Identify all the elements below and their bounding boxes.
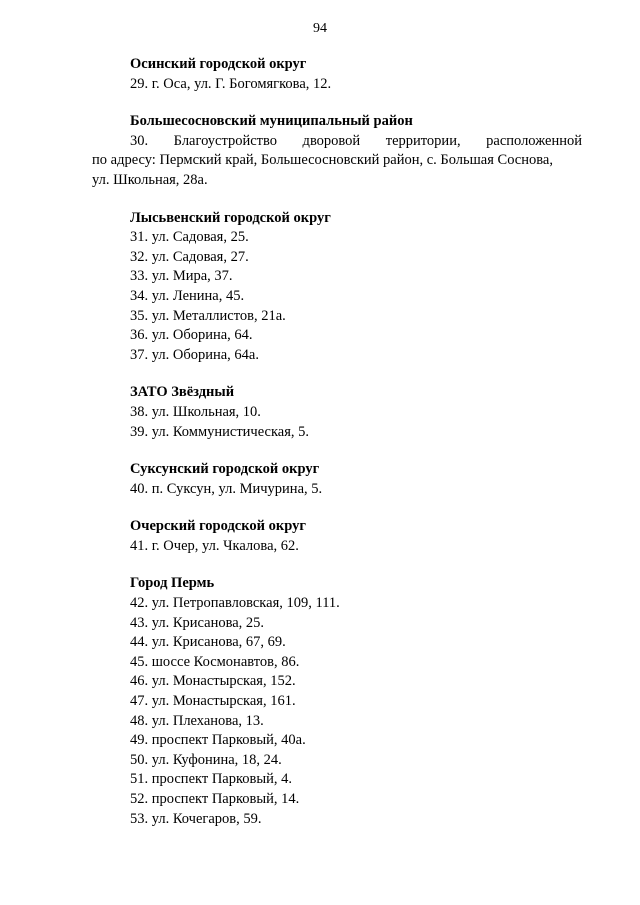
list-item: 34. ул. Ленина, 45. <box>130 287 245 304</box>
list-item: 37. ул. Оборина, 64а. <box>130 346 259 363</box>
section-perm <box>92 574 582 829</box>
list-item: 40. п. Суксун, ул. Мичурина, 5. <box>130 480 323 497</box>
page-number: 94 <box>313 21 327 36</box>
list-item: 36. ул. Оборина, 64. <box>130 327 253 344</box>
list-item: 53. ул. Кочегаров, 59. <box>130 810 262 827</box>
list-item: 29. г. Оса, ул. Г. Богомягкова, 12. <box>130 75 332 92</box>
section-lysva <box>92 209 582 366</box>
document-body <box>92 55 582 847</box>
section-bolshesosnovsky <box>92 112 582 190</box>
list-item: 52. проспект Парковый, 14. <box>130 791 300 807</box>
list-item: 39. ул. Коммунистическая, 5. <box>130 423 310 440</box>
list-item: 35. ул. Металлистов, 21а. <box>130 307 286 324</box>
list-item: 47. ул. Монастырская, 161. <box>130 693 296 710</box>
list-item: 46. ул. Монастырская, 152. <box>130 673 296 690</box>
list-item: 45. шоссе Космонавтов, 86. <box>130 653 300 670</box>
section-title: Город Пермь <box>130 575 215 592</box>
list-item: 48. ул. Плеханова, 13. <box>130 712 264 729</box>
section-title: Большесосновский муниципальный район <box>130 113 413 130</box>
section-zvezdny <box>92 383 582 442</box>
list-item: 43. ул. Крисанова, 25. <box>130 614 265 631</box>
list-item: 44. ул. Крисанова, 67, 69. <box>130 634 286 651</box>
section-ocher <box>92 517 582 556</box>
list-item: 42. ул. Петропавловская, 109, 111. <box>130 595 340 612</box>
section-title: Очерский городской округ <box>130 518 306 535</box>
list-item-multiline <box>92 132 582 191</box>
section-title: Суксунский городской округ <box>130 461 320 478</box>
section-suksun <box>92 460 582 499</box>
list-item: 32. ул. Садовая, 27. <box>130 248 249 265</box>
list-item: 51. проспект Парковый, 4. <box>130 771 293 788</box>
list-item-line: ул. Школьная, 28а. <box>92 171 208 188</box>
section-title: ЗАТО Звёздный <box>130 384 235 401</box>
list-item: 41. г. Очер, ул. Чкалова, 62. <box>130 537 299 554</box>
section-osa <box>92 55 582 94</box>
list-item: 38. ул. Школьная, 10. <box>130 403 261 420</box>
list-item-line: 30. Благоустройство дворовой территории, расположенной <box>130 132 582 149</box>
list-item: 31. ул. Садовая, 25. <box>130 229 249 246</box>
list-item: 49. проспект Парковый, 40а. <box>130 732 306 749</box>
section-title: Осинский городской округ <box>130 56 307 72</box>
list-item: 50. ул. Куфонина, 18, 24. <box>130 751 282 768</box>
list-item-line: по адресу: Пермский край, Большесосновский район, с. Большая Соснова, <box>92 152 553 169</box>
list-item: 33. ул. Мира, 37. <box>130 268 233 285</box>
section-title: Лысьвенский городской округ <box>130 209 331 226</box>
